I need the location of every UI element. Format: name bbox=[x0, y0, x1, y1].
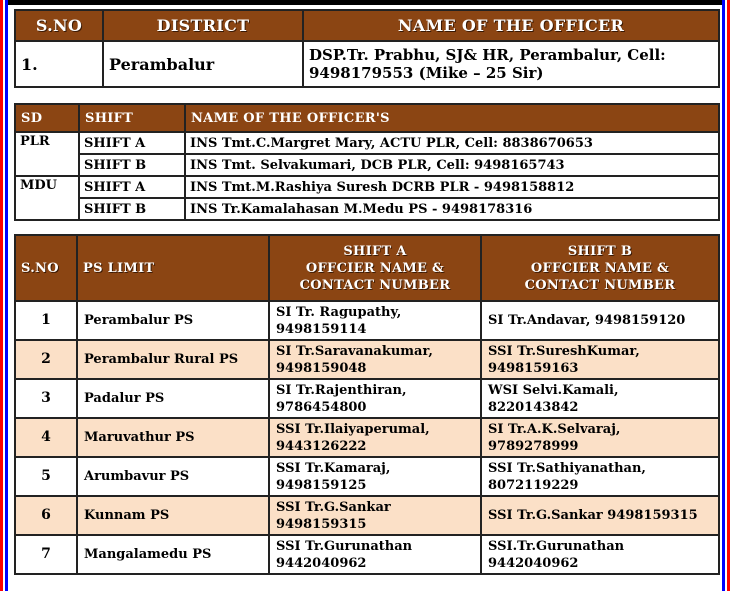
table-row bbox=[15, 535, 719, 574]
right-border-strip bbox=[722, 0, 730, 591]
table-header-row bbox=[15, 10, 719, 41]
shift-a-phone: 9442040962 bbox=[276, 555, 367, 571]
shift-b-phone: 8072119229 bbox=[488, 477, 579, 493]
ps-limit-officer-table bbox=[14, 234, 720, 575]
shift-a-sub1: OFFCIER NAME & bbox=[305, 260, 445, 276]
shift-a-phone: 9786454800 bbox=[276, 399, 367, 415]
officer-line-1: DSP.Tr. Prabhu, SJ& HR, Perambalur, Cell: bbox=[309, 46, 666, 64]
cell-officer bbox=[303, 41, 719, 87]
shift-a-name: SI Tr.Rajenthiran, bbox=[276, 382, 407, 398]
cell-shift-a bbox=[269, 301, 481, 340]
table-row bbox=[15, 457, 719, 496]
shift-b-name: SI Tr.A.K.Selvaraj, bbox=[488, 421, 621, 437]
shift-a-sub2: CONTACT NUMBER bbox=[299, 277, 451, 293]
header-officer-name: NAME OF THE OFFICER bbox=[303, 10, 719, 41]
cell-sd-mdu: MDU bbox=[15, 176, 79, 220]
cell-shift-a bbox=[269, 379, 481, 418]
shift-a-phone: 9498159048 bbox=[276, 360, 367, 376]
shift-b-phone: 9442040962 bbox=[488, 555, 579, 571]
cell-officer: INS Tmt. Selvakumari, DCB PLR, Cell: 9498165743 bbox=[185, 154, 719, 176]
cell-shift-a bbox=[269, 457, 481, 496]
cell-shift-a bbox=[269, 496, 481, 535]
shift-a-name: SSI Tr.Gurunathan bbox=[276, 538, 413, 554]
shift-a-phone: 9443126222 bbox=[276, 438, 367, 454]
cell-shift: SHIFT B bbox=[79, 154, 185, 176]
cell-no: 7 bbox=[15, 535, 77, 574]
table-row bbox=[15, 418, 719, 457]
shift-a-name: SSI Tr.G.Sankar bbox=[276, 499, 391, 515]
table-row bbox=[15, 198, 719, 220]
cell-officer: INS Tr.Kamalahasan M.Medu PS - 9498178316 bbox=[185, 198, 719, 220]
shift-a-phone: 9498159114 bbox=[276, 321, 367, 337]
shift-b-name: WSI Selvi.Kamali, bbox=[488, 382, 619, 398]
header-shift-b bbox=[481, 235, 719, 301]
cell-shift-b bbox=[481, 418, 719, 457]
cell-no: 6 bbox=[15, 496, 77, 535]
shift-a-name: SI Tr. Ragupathy, bbox=[276, 304, 402, 320]
header-sd: SD bbox=[15, 104, 79, 132]
cell-sno: 1. bbox=[15, 41, 103, 87]
shift-b-name: SSI Tr.SureshKumar, bbox=[488, 343, 640, 359]
cell-shift-a bbox=[269, 418, 481, 457]
cell-shift: SHIFT B bbox=[79, 198, 185, 220]
table-row bbox=[15, 176, 719, 198]
left-border-strip bbox=[0, 0, 8, 591]
cell-ps: Maruvathur PS bbox=[77, 418, 269, 457]
cell-shift: SHIFT A bbox=[79, 176, 185, 198]
header-sno: S.NO bbox=[15, 235, 77, 301]
cell-no: 5 bbox=[15, 457, 77, 496]
cell-shift-b bbox=[481, 457, 719, 496]
shift-b-name: SSI.Tr.Gurunathan bbox=[488, 538, 625, 554]
officer-line-2: 9498179553 (Mike – 25 Sir) bbox=[309, 64, 544, 82]
cell-officer: INS Tmt.C.Margret Mary, ACTU PLR, Cell: 8838670653 bbox=[185, 132, 719, 154]
shift-b-name: SSI Tr.G.Sankar 9498159315 bbox=[488, 508, 698, 523]
cell-no: 1 bbox=[15, 301, 77, 340]
cell-ps: Perambalur Rural PS bbox=[77, 340, 269, 379]
top-border-bar bbox=[8, 0, 722, 5]
district-officer-table bbox=[14, 9, 720, 88]
shift-b-sub1: OFFCIER NAME & bbox=[530, 260, 670, 276]
cell-shift: SHIFT A bbox=[79, 132, 185, 154]
shift-b-sub2: CONTACT NUMBER bbox=[524, 277, 676, 293]
cell-shift-a bbox=[269, 340, 481, 379]
cell-no: 3 bbox=[15, 379, 77, 418]
cell-shift-b bbox=[481, 379, 719, 418]
table-header-row bbox=[15, 104, 719, 132]
table-row bbox=[15, 379, 719, 418]
cell-no: 2 bbox=[15, 340, 77, 379]
cell-ps: Mangalamedu PS bbox=[77, 535, 269, 574]
shift-a-name: SSI Tr.Kamaraj, bbox=[276, 460, 391, 476]
table-row bbox=[15, 154, 719, 176]
cell-shift-b bbox=[481, 535, 719, 574]
cell-ps: Arumbavur PS bbox=[77, 457, 269, 496]
header-district: DISTRICT bbox=[103, 10, 303, 41]
cell-shift-a bbox=[269, 535, 481, 574]
shift-a-name: SI Tr.Saravanakumar, bbox=[276, 343, 433, 359]
shift-b-phone: 9498159163 bbox=[488, 360, 579, 376]
table-row bbox=[15, 340, 719, 379]
cell-ps: Perambalur PS bbox=[77, 301, 269, 340]
shift-b-phone: 9789278999 bbox=[488, 438, 579, 454]
header-sno: S.NO bbox=[15, 10, 103, 41]
table-row bbox=[15, 132, 719, 154]
shift-a-phone: 9498159125 bbox=[276, 477, 367, 493]
header-shift-a bbox=[269, 235, 481, 301]
shift-a-phone: 9498159315 bbox=[276, 516, 367, 532]
header-shift: SHIFT bbox=[79, 104, 185, 132]
shift-b-name: SI Tr.Andavar, 9498159120 bbox=[488, 313, 686, 328]
header-ps-limit: PS LIMIT bbox=[77, 235, 269, 301]
table-row bbox=[15, 301, 719, 340]
cell-ps: Kunnam PS bbox=[77, 496, 269, 535]
cell-no: 4 bbox=[15, 418, 77, 457]
cell-shift-b bbox=[481, 496, 719, 535]
cell-ps: Padalur PS bbox=[77, 379, 269, 418]
cell-shift-b bbox=[481, 340, 719, 379]
cell-shift-b bbox=[481, 301, 719, 340]
cell-officer: INS Tmt.M.Rashiya Suresh DCRB PLR - 9498158812 bbox=[185, 176, 719, 198]
shift-b-name: SSI Tr.Sathiyanathan, bbox=[488, 460, 646, 476]
shift-a-name: SSI Tr.Ilaiyaperumal, bbox=[276, 421, 430, 437]
table-row bbox=[15, 41, 719, 87]
table-header-row bbox=[15, 235, 719, 301]
subdivision-shift-table bbox=[14, 103, 720, 221]
shift-b-title: SHIFT B bbox=[567, 243, 633, 259]
cell-sd-plr: PLR bbox=[15, 132, 79, 176]
header-officers: NAME OF THE OFFICER'S bbox=[185, 104, 719, 132]
shift-b-phone: 8220143842 bbox=[488, 399, 579, 415]
shift-a-title: SHIFT A bbox=[343, 243, 407, 259]
table-row bbox=[15, 496, 719, 535]
cell-district: Perambalur bbox=[103, 41, 303, 87]
